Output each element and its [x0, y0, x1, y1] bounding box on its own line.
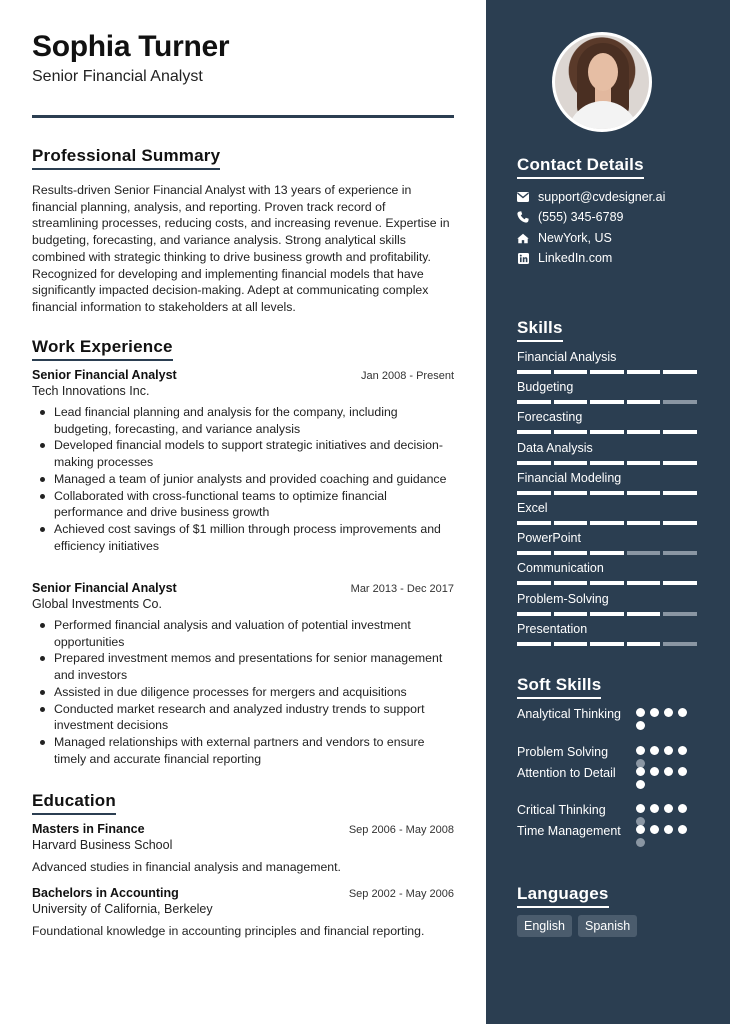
list-item: Conducted market research and analyzed industry trends to support investment decisions: [32, 701, 454, 734]
skill-segment: [590, 551, 624, 555]
skill-segment: [663, 491, 697, 495]
summary-text: Results-driven Senior Financial Analyst with 13 years of experience in financial planning, analysis, and reporting. Proven track record of streamlining processes, reducing costs, and increasing revenue. Expertise in budgeting, forecasting, and variance analysis. Strong analytical skills combined with strategic thinking to drive business growth and profitability. Recognized for developing and implementing financial models that have significantly impacted decision-making. Adept at communicating complex financial information to stakeholders at all levels.: [32, 183, 450, 314]
education-heading: Education: [32, 791, 116, 815]
languages-heading: Languages: [517, 884, 609, 908]
skill-segment: [590, 430, 624, 434]
rating-dot: [678, 746, 687, 755]
skill-segment: [663, 430, 697, 434]
skill-item: [517, 622, 697, 646]
skill-level-bar: [517, 581, 697, 585]
linkedin-text: LinkedIn.com: [538, 251, 613, 265]
job-company: Global Investments Co.: [32, 597, 162, 611]
education-description: Advanced studies in financial analysis and management.: [32, 860, 341, 874]
candidate-name: Sophia Turner: [32, 30, 230, 63]
header-divider: [32, 115, 454, 118]
skill-segment: [590, 612, 624, 616]
list-item: Performed financial analysis and valuation of potential investment opportunities: [32, 617, 454, 650]
soft-skill-item: [517, 823, 697, 840]
skill-segment: [517, 612, 551, 616]
skill-label: Communication: [517, 561, 604, 576]
skill-label: Presentation: [517, 621, 588, 636]
skill-segment: [627, 370, 661, 374]
skill-label: Excel: [517, 501, 548, 515]
skill-label: Budgeting: [517, 380, 574, 395]
skill-item: [517, 380, 697, 404]
soft-skill-label: Time Management: [517, 824, 621, 838]
school-name: University of California, Berkeley: [32, 902, 213, 916]
summary-heading: Professional Summary: [32, 146, 220, 170]
job-entry: [32, 368, 454, 554]
skill-level-bar: [517, 400, 697, 404]
skill-level-bar: [517, 551, 697, 555]
skill-segment: [590, 642, 624, 646]
skill-item: [517, 410, 697, 434]
list-item: Managed relationships with external partners and vendors to ensure timely and accurate financial reporting: [32, 734, 454, 767]
skill-segment: [517, 430, 551, 434]
list-item: Managed a team of junior analysts and provided coaching and guidance: [32, 471, 454, 488]
skill-level-bar: [517, 430, 697, 434]
languages-list: [517, 915, 637, 937]
skill-segment: [663, 461, 697, 465]
skill-segment: [554, 551, 588, 555]
rating-dot: [636, 746, 645, 755]
skill-segment: [590, 491, 624, 495]
skill-segment: [554, 461, 588, 465]
skill-label: Financial Modeling: [517, 470, 622, 485]
email-text: support@cvdesigner.ai: [538, 190, 666, 204]
skill-item: [517, 471, 697, 495]
list-item: Lead financial planning and analysis for the company, including budgeting, forecasting, and variance analysis: [32, 404, 454, 437]
contact-location: [517, 231, 612, 245]
job-date: Jan 2008 - Present: [361, 370, 454, 382]
skill-segment: [554, 642, 588, 646]
skill-segment: [663, 612, 697, 616]
skill-segment: [590, 461, 624, 465]
rating-dot: [678, 804, 687, 813]
soft-skill-rating: [636, 767, 691, 789]
rating-dot: [650, 825, 659, 834]
linkedin-icon: [517, 252, 529, 264]
education-date: Sep 2002 - May 2006: [348, 888, 454, 900]
soft-skill-label: Critical Thinking: [517, 803, 606, 817]
skill-segment: [554, 430, 588, 434]
rating-dot: [678, 708, 687, 717]
skill-segment: [554, 581, 588, 585]
skill-item: [517, 501, 697, 525]
experience-heading: Work Experience: [32, 337, 173, 361]
rating-dot: [650, 708, 659, 717]
job-title: Senior Financial Analyst: [32, 581, 177, 595]
skill-segment: [554, 400, 588, 404]
school-name: Harvard Business School: [32, 838, 173, 852]
degree-title: Bachelors in Accounting: [32, 886, 179, 900]
list-item: Prepared investment memos and presentations for senior management and investors: [32, 650, 454, 683]
contact-phone[interactable]: [517, 210, 623, 224]
avatar-face: [588, 53, 618, 91]
skill-label: Data Analysis: [517, 440, 593, 455]
location-text: NewYork, US: [538, 231, 612, 245]
rating-dot: [650, 804, 659, 813]
skill-segment: [627, 521, 661, 525]
skill-segment: [590, 521, 624, 525]
soft-skill-item: [517, 744, 697, 761]
skill-segment: [590, 370, 624, 374]
skill-item: [517, 592, 697, 616]
skill-segment: [627, 581, 661, 585]
soft-skill-item: [517, 802, 697, 819]
soft-skill-rating: [636, 825, 691, 847]
job-company: Tech Innovations Inc.: [32, 384, 150, 398]
skill-segment: [517, 551, 551, 555]
skill-label: Financial Analysis: [517, 350, 617, 364]
skill-item: [517, 531, 697, 555]
education-entry: [32, 822, 454, 874]
rating-dot: [650, 746, 659, 755]
skills-heading: Skills: [517, 318, 563, 342]
rating-dot: [650, 767, 659, 776]
education-date: Sep 2006 - May 2008: [348, 824, 454, 836]
skill-segment: [517, 581, 551, 585]
skill-level-bar: [517, 491, 697, 495]
soft-skill-label: Analytical Thinking: [517, 707, 621, 721]
phone-icon: [517, 211, 529, 223]
rating-dot: [636, 780, 645, 789]
skill-segment: [663, 581, 697, 585]
skill-segment: [627, 642, 661, 646]
skill-segment: [627, 491, 661, 495]
skill-label: PowerPoint: [517, 531, 581, 546]
skill-segment: [663, 551, 697, 555]
home-icon: [517, 232, 529, 244]
skill-level-bar: [517, 461, 697, 465]
soft-skill-item: [517, 706, 697, 723]
contact-linkedin[interactable]: [517, 251, 612, 265]
skill-level-bar: [517, 370, 697, 374]
skill-segment: [517, 521, 551, 525]
rating-dot: [636, 804, 645, 813]
skill-item: [517, 441, 697, 465]
envelope-icon: [517, 191, 529, 203]
skill-segment: [554, 521, 588, 525]
rating-dot: [664, 804, 673, 813]
skill-segment: [627, 461, 661, 465]
job-entry: [32, 581, 454, 767]
skill-segment: [554, 370, 588, 374]
skill-segment: [590, 581, 624, 585]
avatar: [552, 32, 652, 132]
skill-segment: [517, 642, 551, 646]
soft-skill-rating: [636, 708, 691, 730]
list-item: Developed financial models to support strategic initiatives and decision-making processes: [32, 437, 454, 470]
skill-level-bar: [517, 612, 697, 616]
rating-dot: [636, 708, 645, 717]
phone-text: (555) 345-6789: [538, 210, 624, 224]
candidate-title: Senior Financial Analyst: [32, 68, 203, 85]
skill-segment: [517, 461, 551, 465]
rating-dot: [664, 708, 673, 717]
rating-dot: [636, 767, 645, 776]
skill-item: [517, 350, 697, 374]
skill-segment: [663, 400, 697, 404]
job-bullets: [32, 404, 454, 554]
skill-segment: [517, 370, 551, 374]
soft-skill-item: [517, 765, 697, 782]
skill-segment: [627, 400, 661, 404]
skill-segment: [663, 370, 697, 374]
job-date: Mar 2013 - Dec 2017: [350, 583, 454, 595]
rating-dot: [664, 825, 673, 834]
job-bullets: [32, 617, 454, 767]
skill-segment: [554, 612, 588, 616]
contact-email[interactable]: [517, 190, 665, 204]
skill-label: Forecasting: [517, 410, 583, 425]
list-item: Collaborated with cross-functional teams to optimize financial performance and drive business growth: [32, 488, 454, 521]
list-item: Assisted in due diligence processes for mergers and acquisitions: [32, 684, 454, 701]
skill-segment: [627, 551, 661, 555]
rating-dot: [636, 825, 645, 834]
skill-level-bar: [517, 521, 697, 525]
list-item: Achieved cost savings of $1 million through process improvements and efficiency initiatives: [32, 521, 454, 554]
skill-segment: [590, 400, 624, 404]
language-chip: English: [517, 915, 572, 937]
rating-dot: [678, 767, 687, 776]
skill-segment: [554, 491, 588, 495]
education-description: Foundational knowledge in accounting principles and financial reporting.: [32, 924, 425, 938]
education-entry: [32, 886, 454, 938]
skill-segment: [517, 400, 551, 404]
rating-dot: [664, 746, 673, 755]
degree-title: Masters in Finance: [32, 822, 145, 836]
skill-level-bar: [517, 642, 697, 646]
rating-dot: [664, 767, 673, 776]
language-chip: Spanish: [578, 915, 637, 937]
rating-dot: [678, 825, 687, 834]
rating-dot: [636, 838, 645, 847]
skill-segment: [517, 491, 551, 495]
soft-skill-label: Attention to Detail: [517, 766, 616, 780]
skill-segment: [627, 612, 661, 616]
contact-heading: Contact Details: [517, 155, 644, 179]
soft-skills-heading: Soft Skills: [517, 675, 601, 699]
soft-skill-label: Problem Solving: [517, 745, 609, 759]
skill-item: [517, 561, 697, 585]
job-title: Senior Financial Analyst: [32, 368, 177, 382]
rating-dot: [636, 721, 645, 730]
skill-label: Problem-Solving: [517, 591, 609, 606]
skill-segment: [627, 430, 661, 434]
skill-segment: [663, 521, 697, 525]
skill-segment: [663, 642, 697, 646]
